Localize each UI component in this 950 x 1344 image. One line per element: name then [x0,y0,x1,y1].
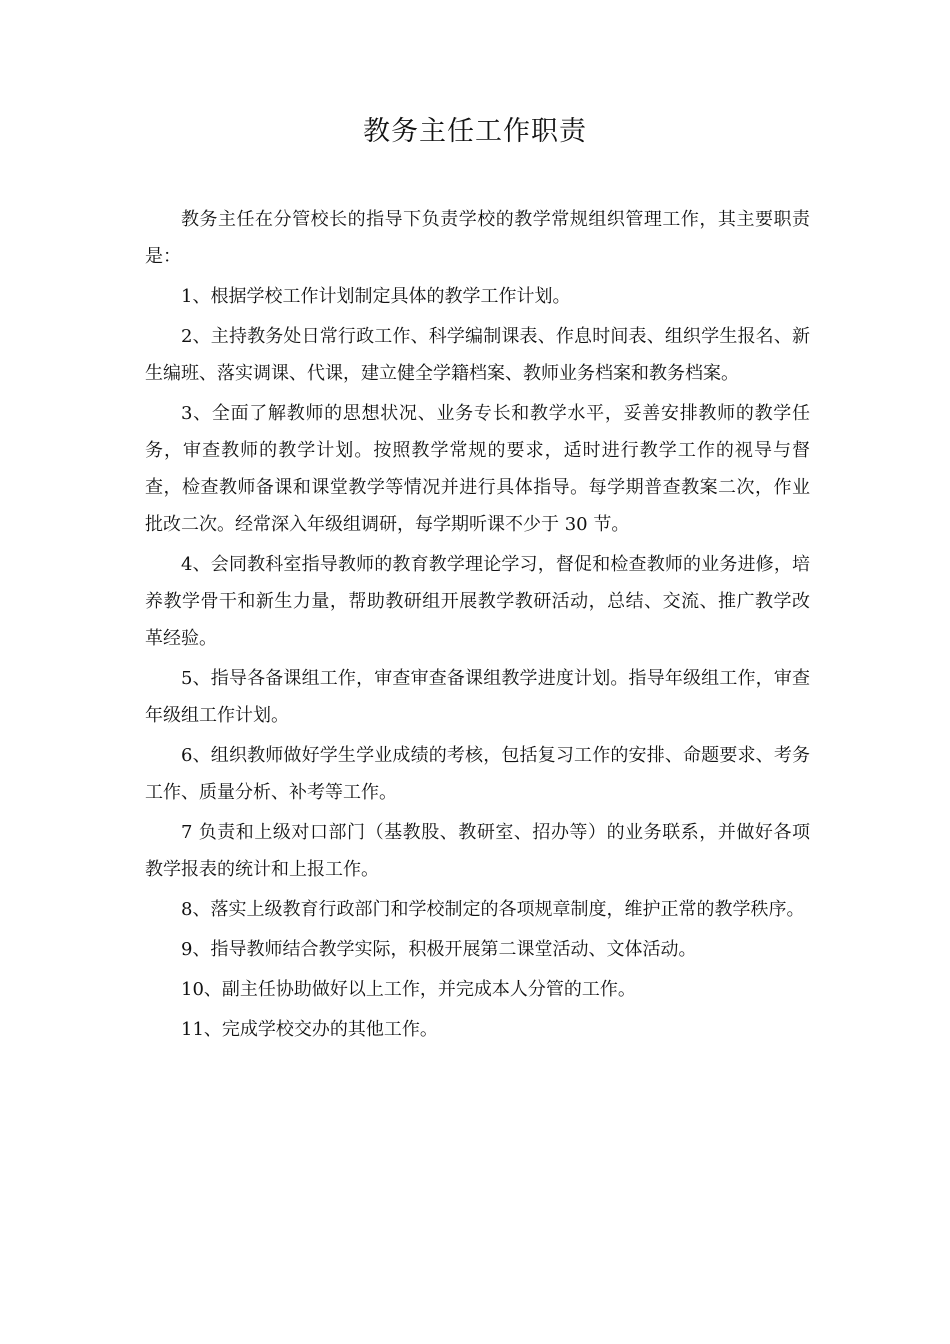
duty-item-6: 6、组织教师做好学生学业成绩的考核，包括复习工作的安排、命题要求、考务工作、质量分析、补考等工作。 [145,745,810,803]
intro-paragraph: 教务主任在分管校长的指导下负责学校的教学常规组织管理工作，其主要职责是： [145,209,810,267]
duty-item-11: 11、完成学校交办的其他工作。 [181,1019,438,1040]
duty-item-9: 9、指导教师结合教学实际，积极开展第二课堂活动、文体活动。 [181,939,697,960]
duty-item-5: 5、指导各备课组工作，审查审查备课组教学进度计划。指导年级组工作，审查年级组工作计划。 [145,668,810,726]
duty-item-3: 3、全面了解教师的思想状况、业务专长和教学水平，妥善安排教师的教学任务，审查教师的教学计划。按照教学常规的要求，适时进行教学工作的视导与督查，检查教师备课和课堂教学等情况并进行具体指导。每学期普查教案二次，作业批改二次。经常深入年级组调研，每学期听课不少于 30 节。 [145,403,810,535]
duty-item-10: 10、副主任协助做好以上工作，并完成本人分管的工作。 [181,979,636,1000]
duty-item-7: 7 负责和上级对口部门（基教股、教研室、招办等）的业务联系，并做好各项教学报表的统计和上报工作。 [145,822,810,880]
duty-item-1: 1、根据学校工作计划制定具体的教学工作计划。 [181,286,571,307]
document-title: 教务主任工作职责 [363,116,587,147]
duty-item-8: 8、落实上级教育行政部门和学校制定的各项规章制度，维护正常的教学秩序。 [181,899,805,920]
duty-item-2: 2、主持教务处日常行政工作、科学编制课表、作息时间表、组织学生报名、新生编班、落实调课、代课，建立健全学籍档案、教师业务档案和教务档案。 [145,326,810,384]
duty-item-4: 4、会同教科室指导教师的教育教学理论学习，督促和检查教师的业务进修，培养教学骨干和新生力量，帮助教研组开展教学教研活动，总结、交流、推广教学改革经验。 [145,554,810,649]
document-body [145,201,810,1051]
